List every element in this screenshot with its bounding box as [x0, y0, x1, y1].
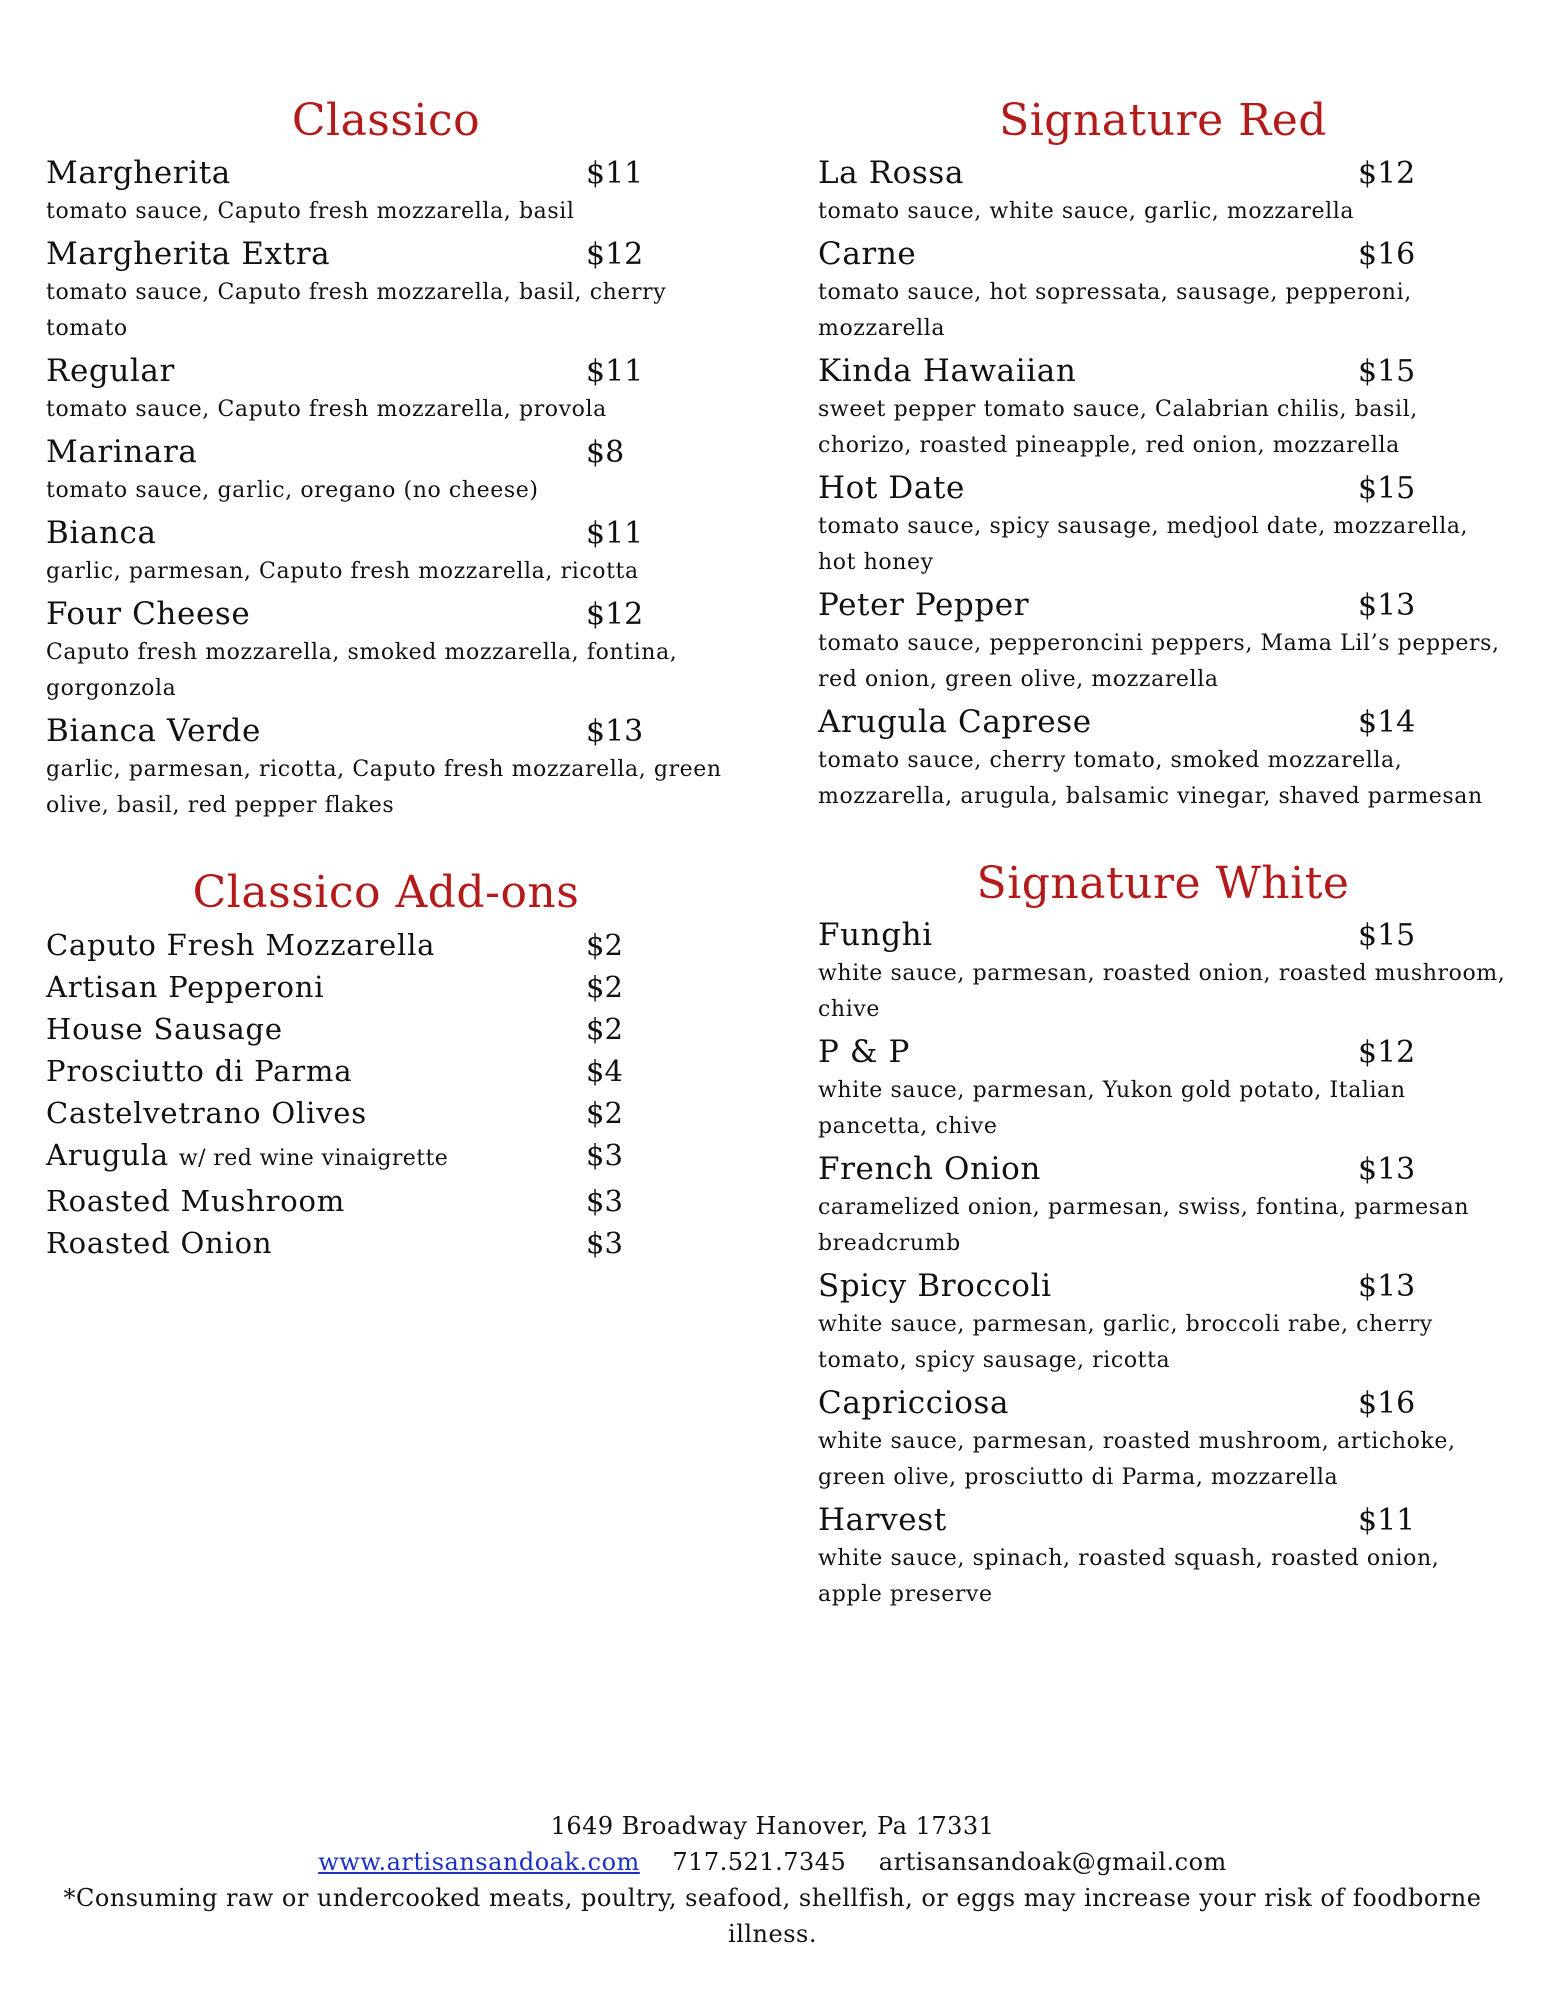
classico-list — [46, 153, 726, 824]
item-name: Margherita — [46, 154, 231, 191]
item-header — [46, 513, 646, 554]
item-header — [818, 1383, 1418, 1424]
menu-item — [46, 711, 726, 824]
item-name: Spicy Broccoli — [818, 1268, 1052, 1305]
phone: 717.521.7345 — [672, 1848, 847, 1876]
addon-name: House Sausage — [46, 1012, 283, 1047]
menu-item — [46, 351, 726, 428]
addon-price: $2 — [586, 1096, 623, 1131]
item-description: tomato sauce, spicy sausage, medjool date, mozzarella, hot honey — [818, 513, 1469, 575]
item-price: $12 — [586, 236, 644, 272]
addon-name-group — [46, 1008, 283, 1050]
item-header — [818, 468, 1418, 509]
item-name: Kinda Hawaiian — [818, 352, 1077, 389]
item-price: $15 — [1358, 353, 1416, 389]
item-name: Funghi — [818, 917, 933, 954]
addons-title: Classico Add-ons — [192, 866, 580, 918]
item-price: $12 — [1358, 155, 1416, 191]
addon-item — [46, 1050, 646, 1092]
item-price: $16 — [1358, 236, 1416, 272]
menu-item — [818, 1266, 1508, 1379]
item-price: $15 — [1358, 918, 1416, 954]
item-name: Capricciosa — [818, 1385, 1010, 1422]
addon-item — [46, 924, 646, 966]
addon-name: Roasted Onion — [46, 1226, 273, 1261]
item-price: $14 — [1358, 704, 1416, 740]
item-name: Marinara — [46, 433, 198, 470]
menu-item — [46, 594, 726, 707]
item-header — [46, 351, 646, 392]
addon-name-group — [46, 1134, 448, 1180]
item-description: tomato sauce, Caputo fresh mozzarella, basil, cherry tomato — [46, 279, 667, 341]
item-header — [46, 432, 646, 473]
addon-name-group — [46, 1180, 345, 1222]
item-header — [818, 1500, 1418, 1541]
item-description: tomato sauce, hot sopressata, sausage, pepperoni, mozzarella — [818, 279, 1412, 341]
menu-item — [46, 432, 726, 509]
item-description: white sauce, parmesan, garlic, broccoli rabe, cherry tomato, spicy sausage, ricotta — [818, 1312, 1433, 1374]
menu-item — [818, 153, 1508, 230]
item-description: Caputo fresh mozzarella, smoked mozzarella, fontina, gorgonzola — [46, 639, 678, 701]
menu-item — [818, 351, 1508, 464]
signature-red-title: Signature Red — [999, 95, 1327, 146]
item-name: Regular — [46, 352, 175, 389]
item-name: Margherita Extra — [46, 235, 331, 272]
item-description: white sauce, parmesan, roasted onion, roasted mushroom, chive — [818, 961, 1506, 1023]
item-header — [818, 915, 1418, 956]
addon-name-group — [46, 966, 324, 1008]
menu-item — [818, 915, 1508, 1028]
item-price: $15 — [1358, 470, 1416, 506]
item-name: P & P — [818, 1034, 911, 1071]
item-description: tomato sauce, white sauce, garlic, mozzarella — [818, 198, 1355, 224]
item-price: $13 — [586, 713, 644, 749]
menu-item — [818, 1500, 1508, 1613]
item-price: $11 — [586, 353, 644, 389]
left-column — [46, 96, 726, 1264]
item-name: Arugula Caprese — [818, 703, 1092, 740]
addon-item — [46, 1180, 646, 1222]
item-price: $12 — [1358, 1035, 1416, 1071]
menu-item — [818, 1032, 1508, 1145]
item-description: white sauce, parmesan, roasted mushroom, artichoke, green olive, prosciutto di Parma, mozzarella — [818, 1429, 1456, 1491]
item-header — [818, 351, 1418, 392]
item-price: $13 — [1358, 1152, 1416, 1188]
addon-price: $3 — [586, 1184, 623, 1219]
item-name: French Onion — [818, 1151, 1041, 1188]
item-header — [818, 1266, 1418, 1307]
menu-item — [818, 234, 1508, 347]
addon-price: $3 — [586, 1138, 623, 1173]
menu-item — [46, 234, 726, 347]
addon-price: $2 — [586, 928, 623, 963]
email: artisansandoak@gmail.com — [878, 1848, 1227, 1876]
menu-item — [818, 702, 1508, 815]
signature-white-title: Signature White — [976, 857, 1350, 909]
addon-note: w/ red wine vinaigrette — [178, 1146, 449, 1172]
item-description: white sauce, spinach, roasted squash, roasted onion, apple preserve — [818, 1546, 1440, 1608]
item-description: sweet pepper tomato sauce, Calabrian chilis, basil, chorizo, roasted pineapple, red onion, mozzarella — [818, 396, 1418, 458]
item-price: $11 — [586, 155, 644, 191]
item-name: Peter Pepper — [818, 586, 1030, 623]
item-header — [818, 234, 1418, 275]
addon-name-group — [46, 1050, 352, 1092]
menu-item — [818, 1149, 1508, 1262]
item-name: La Rossa — [818, 154, 965, 191]
addon-item — [46, 1008, 646, 1050]
item-price: $13 — [1358, 1269, 1416, 1305]
item-description: tomato sauce, Caputo fresh mozzarella, provola — [46, 396, 607, 422]
addon-price: $4 — [586, 1054, 623, 1089]
item-name: Bianca — [46, 514, 157, 551]
item-header — [46, 594, 646, 635]
address: 1649 Broadway Hanover, Pa 17331 — [550, 1812, 995, 1840]
item-header — [818, 585, 1418, 626]
item-description: tomato sauce, Caputo fresh mozzarella, basil — [46, 198, 575, 224]
item-price: $11 — [586, 515, 644, 551]
item-description: caramelized onion, parmesan, swiss, fontina, parmesan breadcrumb — [818, 1195, 1470, 1257]
addon-name: Roasted Mushroom — [46, 1184, 346, 1219]
item-name: Carne — [818, 235, 917, 272]
addon-item — [46, 1222, 646, 1264]
addon-price: $2 — [586, 1012, 623, 1047]
signature-white-list — [818, 915, 1508, 1613]
item-price: $12 — [586, 596, 644, 632]
addon-name: Prosciutto di Parma — [46, 1054, 353, 1089]
item-name: Bianca Verde — [46, 712, 261, 749]
addon-name: Artisan Pepperoni — [46, 970, 325, 1005]
item-price: $8 — [586, 434, 625, 470]
item-header — [46, 153, 646, 194]
disclaimer: *Consuming raw or undercooked meats, poultry, seafood, shellfish, or eggs may increase your risk of foodborne illness. — [63, 1884, 1482, 1948]
addon-name-group — [46, 1222, 272, 1264]
item-header — [818, 1032, 1418, 1073]
addon-name: Castelvetrano Olives — [46, 1096, 367, 1131]
contact-line — [0, 1844, 1545, 1880]
item-name: Hot Date — [818, 469, 965, 506]
right-column — [818, 96, 1508, 1617]
item-name: Four Cheese — [46, 595, 251, 632]
addon-name-group — [46, 924, 435, 966]
item-description: tomato sauce, pepperoncini peppers, Mama Lil’s peppers, red onion, green olive, mozzarella — [818, 630, 1500, 692]
menu-item — [818, 1383, 1508, 1496]
item-description: white sauce, parmesan, Yukon gold potato, Italian pancetta, chive — [818, 1078, 1406, 1140]
addon-price: $2 — [586, 970, 623, 1005]
footer — [0, 1808, 1545, 1952]
menu-item — [46, 513, 726, 590]
item-header — [46, 234, 646, 275]
item-price: $13 — [1358, 587, 1416, 623]
addons-list — [46, 924, 726, 1264]
addon-price: $3 — [586, 1226, 623, 1261]
addon-item — [46, 1134, 646, 1180]
item-name: Harvest — [818, 1502, 947, 1539]
item-header — [818, 1149, 1418, 1190]
item-price: $16 — [1358, 1386, 1416, 1422]
addon-name: Caputo Fresh Mozzarella — [46, 928, 436, 963]
addon-item — [46, 966, 646, 1008]
menu-item — [818, 468, 1508, 581]
item-header — [818, 153, 1418, 194]
addon-item — [46, 1092, 646, 1134]
classico-title: Classico — [291, 95, 481, 146]
menu-item — [818, 585, 1508, 698]
signature-red-list — [818, 153, 1508, 815]
menu-item — [46, 153, 726, 230]
item-description: tomato sauce, garlic, oregano (no cheese) — [46, 477, 539, 503]
item-header — [818, 702, 1418, 743]
item-price: $11 — [1358, 1503, 1416, 1539]
addon-name: Arugula — [46, 1138, 169, 1173]
item-header — [46, 711, 646, 752]
item-description: tomato sauce, cherry tomato, smoked mozzarella, mozzarella, arugula, balsamic vinegar, shaved parmesan — [818, 747, 1483, 809]
website-link[interactable]: www.artisansandoak.com — [318, 1848, 640, 1876]
item-description: garlic, parmesan, Caputo fresh mozzarella, ricotta — [46, 558, 639, 584]
item-description: garlic, parmesan, ricotta, Caputo fresh mozzarella, green olive, basil, red pepper flakes — [46, 756, 722, 818]
addon-name-group — [46, 1092, 367, 1134]
